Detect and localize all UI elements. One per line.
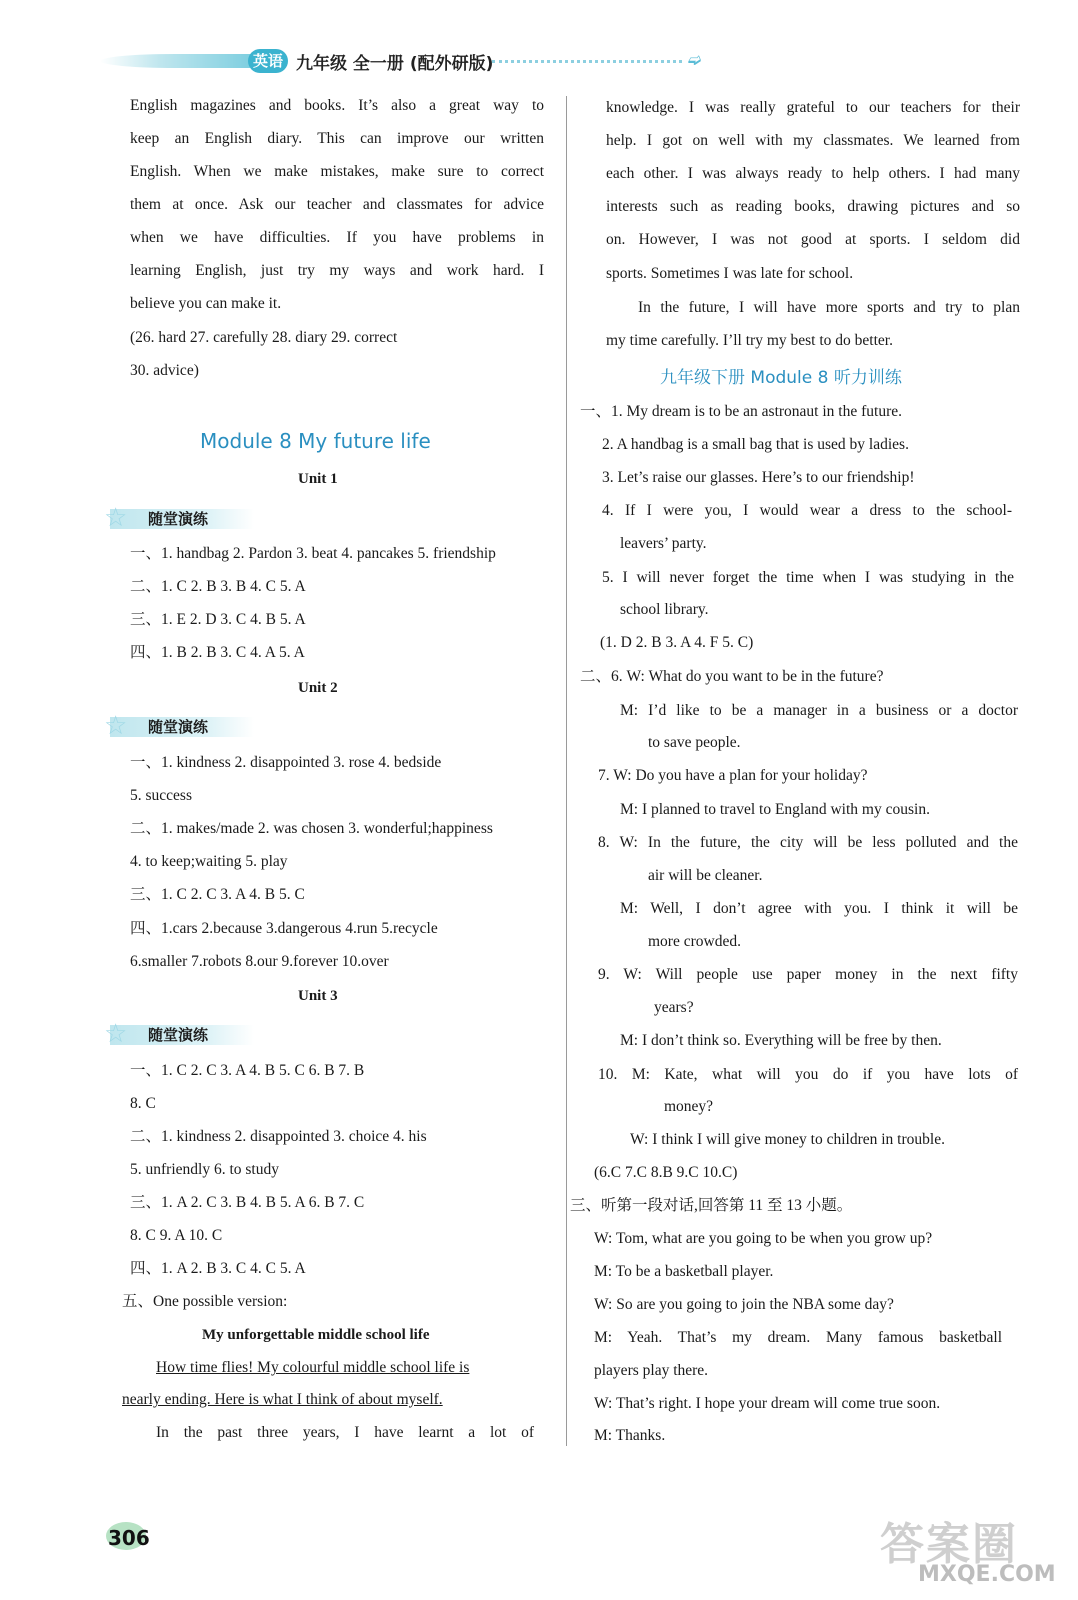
answer-line: 8. C 9. A 10. C (130, 1227, 223, 1244)
book-title: 九年级 全一册 (配外研版) (296, 54, 494, 74)
answer-line: 一、1. kindness 2. disappointed 3. rose 4. bedside (130, 754, 442, 771)
dialogue-line: 9. W: Will people use paper money in the next fifty (598, 966, 1018, 983)
listening-line: 3. Let’s raise our glasses. Here’s to our friendship! (602, 469, 915, 486)
module-title: Module 8 My future life (200, 429, 431, 453)
page-header (100, 46, 720, 76)
page-number: 306 (104, 1518, 148, 1552)
dialogue-line: air will be cleaner. (648, 867, 763, 884)
essay-line: In the past three years, I have learnt a lot of (156, 1424, 534, 1441)
dialogue-line: M: I’d like to be a manager in a business or a doctor (620, 702, 1018, 719)
banner-label: 随堂演练 (148, 1026, 209, 1044)
answer-line: 5. success (130, 787, 192, 804)
answer-line: 三、1. C 2. C 3. A 4. B 5. C (130, 886, 305, 903)
banner-label: 随堂演练 (148, 718, 209, 736)
header-dotted-line (492, 60, 682, 63)
answer-line: (6.C 7.C 8.B 9.C 10.C) (594, 1164, 738, 1181)
practice-banner (104, 1019, 254, 1048)
text-line: sports. Sometimes I was late for school. (606, 265, 854, 282)
answer-line: (1. D 2. B 3. A 4. F 5. C) (600, 634, 754, 651)
listening-line: 4. If I were you, I would wear a dress to the school- (602, 502, 1012, 519)
answer-line: 30. advice) (130, 362, 199, 379)
dialogue-line: W: Tom, what are you going to be when you grow up? (594, 1230, 933, 1247)
practice-banner (104, 711, 254, 740)
text-line: each other. I was always ready to help others. I had many (606, 165, 1020, 182)
answer-line: 五、One possible version: (122, 1293, 288, 1310)
listening-line: 2. A handbag is a small bag that is used by ladies. (602, 436, 909, 453)
dialogue-line: M: Well, I don’t agree with you. I think it will be (620, 900, 1018, 917)
banner-label: 随堂演练 (148, 510, 209, 528)
text-line: them at once. Ask our teacher and classmates for advice (130, 196, 544, 213)
text-line: when we have difficulties. If you have problems in (130, 229, 544, 246)
dialogue-line: 10. M: Kate, what will you do if you have lots of (598, 1066, 1018, 1083)
essay-title: My unforgettable middle school life (202, 1327, 430, 1343)
unit-heading: Unit 2 (298, 680, 338, 696)
watermark-logo: 答案圈 (880, 1519, 1018, 1570)
dialogue-line: money? (664, 1098, 714, 1115)
watermark (870, 1508, 1060, 1592)
dialogue-line: M: Yeah. That’s my dream. Many famous basketball (594, 1329, 1002, 1346)
dialogue-line: 7. W: Do you have a plan for your holiday? (598, 767, 868, 784)
text-line: interests such as reading books, drawing pictures and so (606, 198, 1020, 215)
answer-line: 4. to keep;waiting 5. play (130, 853, 288, 870)
dialogue-line: M: I planned to travel to England with my cousin. (620, 801, 930, 818)
answer-line: 6.smaller 7.robots 8.our 9.forever 10.over (130, 953, 389, 970)
text-line: English magazines and books. It’s also a great way to (130, 97, 544, 114)
dialogue-line: W: So are you going to join the NBA some day? (594, 1296, 894, 1313)
text-line: my time carefully. I’ll try my best to do better. (606, 332, 893, 349)
dialogue-line: W: That’s right. I hope your dream will come true soon. (594, 1395, 941, 1412)
answer-line: 三、1. E 2. D 3. C 4. B 5. A (130, 611, 306, 628)
listening-line: 5. I will never forget the time when I was studying in the (602, 569, 1014, 586)
unit-heading: Unit 3 (298, 988, 338, 1004)
column-divider (566, 96, 567, 1446)
answer-line: 三、1. A 2. C 3. B 4. B 5. A 6. B 7. C (130, 1194, 365, 1211)
text-line: knowledge. I was really grateful to our teachers for their (606, 99, 1020, 116)
dialogue-line: 8. W: In the future, the city will be less polluted and the (598, 834, 1018, 851)
watermark-url: MXQE.COM (918, 1562, 1056, 1587)
essay-line: nearly ending. Here is what I think of about myself. (122, 1391, 443, 1408)
dialogue-line: 二、6. W: What do you want to be in the future? (580, 668, 884, 685)
text-line: help. I got on well with my classmates. We learned from (606, 132, 1020, 149)
unit-heading: Unit 1 (298, 471, 338, 487)
answer-line: 四、1.cars 2.because 3.dangerous 4.run 5.recycle (130, 920, 438, 937)
listening-line: leavers’ party. (620, 535, 707, 552)
answer-line: 二、1. makes/made 2. was chosen 3. wonderful;happiness (130, 820, 493, 837)
answer-line: 二、1. C 2. B 3. B 4. C 5. A (130, 578, 306, 595)
listening-line: school library. (620, 601, 709, 618)
answer-line: 四、1. A 2. B 3. C 4. C 5. A (130, 1260, 306, 1277)
answer-line: 5. unfriendly 6. to study (130, 1161, 279, 1178)
arrow-icon: ➫ (688, 50, 702, 69)
dialogue-line: M: To be a basketball player. (594, 1263, 774, 1280)
text-line: learning English, just try my ways and work hard. I (130, 262, 544, 279)
dialogue-line: to save people. (648, 734, 741, 751)
text-line: on. However, I was not good at sports. I seldom did (606, 231, 1020, 248)
listening-line: 一、1. My dream is to be an astronaut in the future. (580, 403, 902, 420)
star-icon: ☆ (104, 503, 128, 532)
dialogue-line: players play there. (594, 1362, 709, 1379)
dialogue-line: W: I think I will give money to children in trouble. (630, 1131, 945, 1148)
text-line: In the future, I will have more sports and try to plan (638, 299, 1020, 316)
text-line: believe you can make it. (130, 295, 282, 312)
star-icon: ☆ (104, 1019, 128, 1048)
practice-banner (104, 503, 254, 532)
text-line: keep an English diary. This can improve our written (130, 130, 544, 147)
dialogue-line: years? (654, 999, 694, 1016)
star-icon: ☆ (104, 711, 128, 740)
dialogue-line: M: I don’t think so. Everything will be free by then. (620, 1032, 942, 1049)
dialogue-line: M: Thanks. (594, 1427, 666, 1444)
header-decoration (100, 54, 250, 68)
answer-line: (26. hard 27. carefully 28. diary 29. correct (130, 329, 398, 346)
listening-title: 九年级下册 Module 8 听力训练 (660, 368, 902, 388)
subject-badge: 英语 (248, 49, 288, 73)
dialogue-line: 三、听第一段对话,回答第 11 至 13 小题。 (570, 1197, 853, 1214)
essay-line: How time flies! My colourful middle school life is (156, 1359, 470, 1376)
answer-line: 一、1. handbag 2. Pardon 3. beat 4. pancakes 5. friendship (130, 545, 496, 562)
answer-line: 8. C (130, 1095, 156, 1112)
answer-line: 一、1. C 2. C 3. A 4. B 5. C 6. B 7. B (130, 1062, 365, 1079)
dialogue-line: more crowded. (648, 933, 741, 950)
answer-line: 二、1. kindness 2. disappointed 3. choice 4. his (130, 1128, 427, 1145)
answer-line: 四、1. B 2. B 3. C 4. A 5. A (130, 644, 305, 661)
text-line: English. When we make mistakes, make sure to correct (130, 163, 544, 180)
